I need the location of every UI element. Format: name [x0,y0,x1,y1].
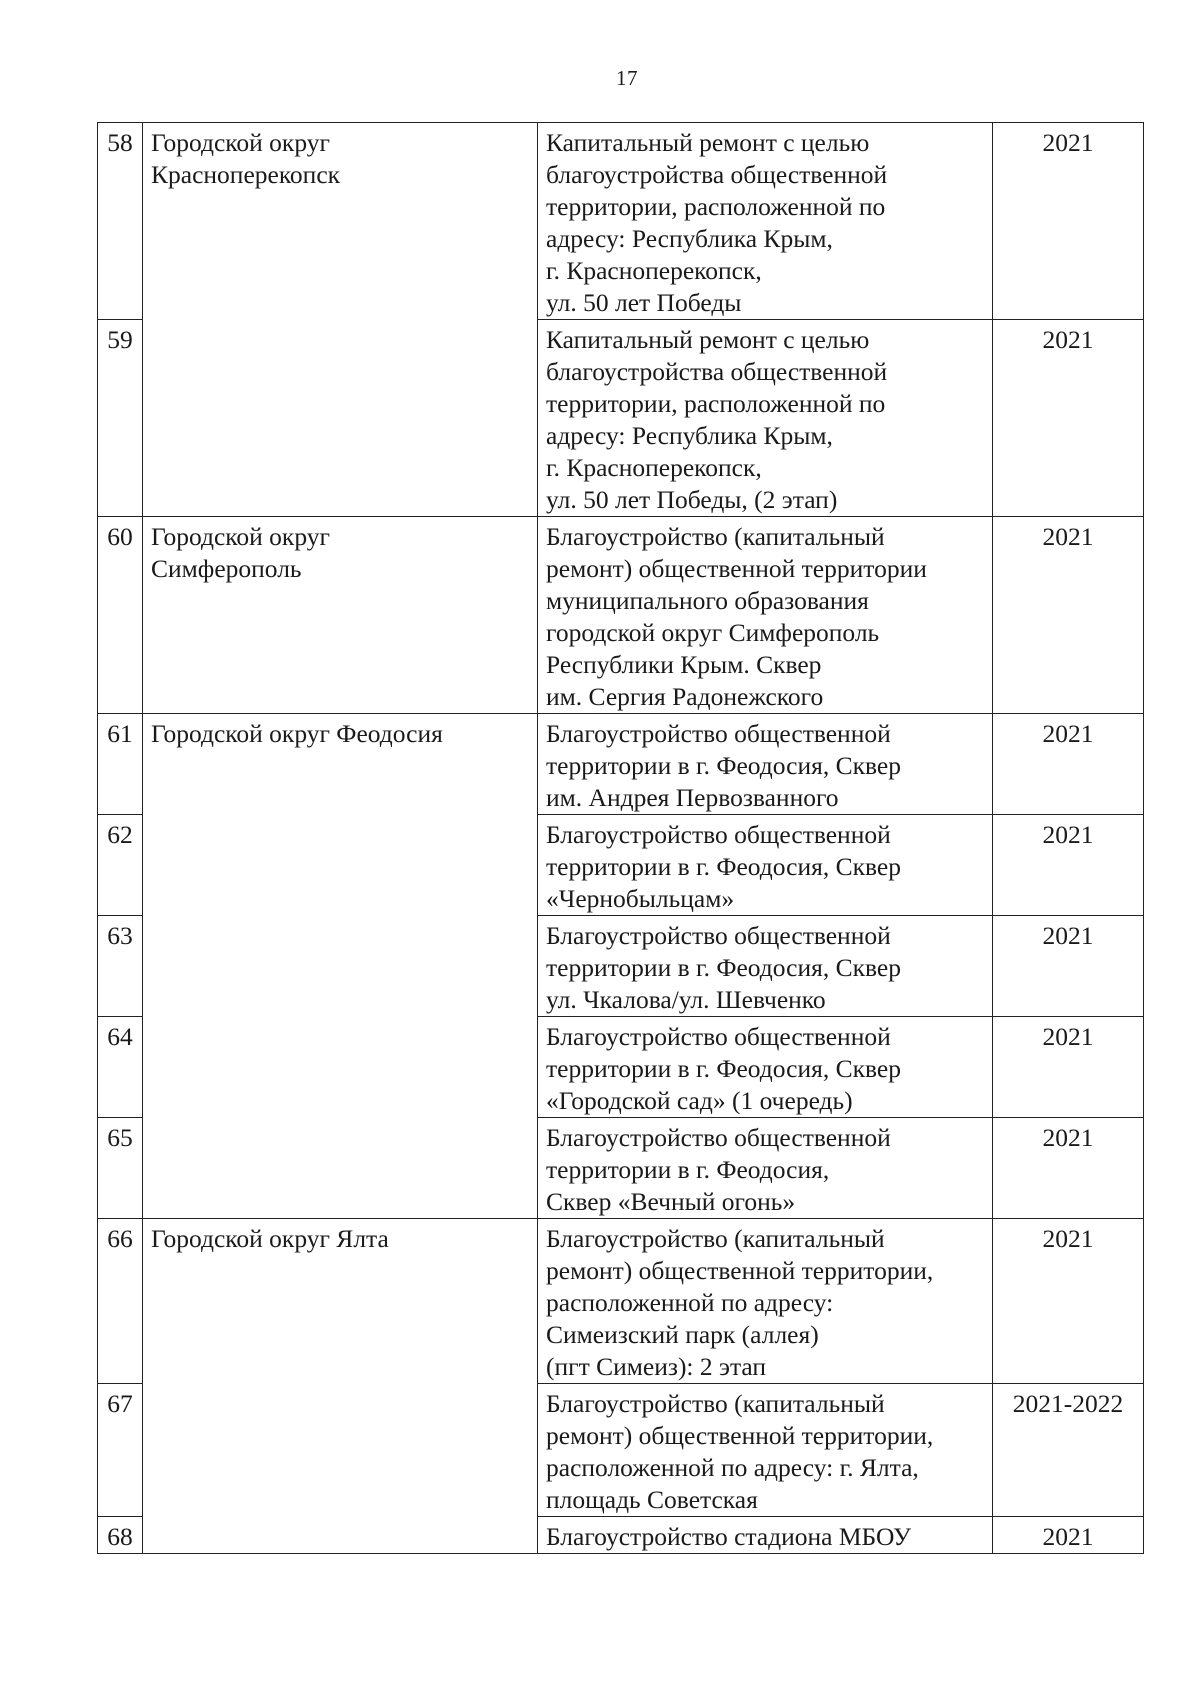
project-year: 2021-2022 [993,1384,1144,1517]
project-description: Благоустройство общественной территории в г. Феодосия, Сквер «Городской сад» (1 очередь) [538,1017,993,1118]
project-year: 2021 [993,320,1144,517]
project-description: Капитальный ремонт с целью благоустройства общественной территории, расположенной по адресу: Республика Крым, г. Красноперекопск, ул. 50 лет Победы, (2 этап) [538,320,993,517]
row-number: 63 [98,916,143,1017]
project-year: 2021 [993,517,1144,714]
row-number: 65 [98,1118,143,1219]
table-row [98,123,1144,320]
project-description: Благоустройство общественной территории в г. Феодосия, Сквер ул. Чкалова/ул. Шевченко [538,916,993,1017]
project-year: 2021 [993,714,1144,815]
project-description: Благоустройство (капитальный ремонт) общественной территории, расположенной по адресу: Симеизский парк (аллея) (пгт Симеиз): 2 этап [538,1219,993,1384]
project-year: 2021 [993,1517,1144,1554]
table-row [98,1219,1144,1384]
project-year: 2021 [993,1118,1144,1219]
row-number: 62 [98,815,143,916]
table-row [98,714,1144,815]
project-description: Благоустройство (капитальный ремонт) общественной территории муниципального образования городской округ Симферополь Республики Крым. Сквер им. Сергия Радонежского [538,517,993,714]
municipality-cell: Городской округ Феодосия [143,714,538,1219]
project-description: Капитальный ремонт с целью благоустройства общественной территории, расположенной по адресу: Республика Крым, г. Красноперекопск, ул. 50 лет Победы [538,123,993,320]
territories-table [97,122,1144,1554]
row-number: 64 [98,1017,143,1118]
row-number: 61 [98,714,143,815]
row-number: 60 [98,517,143,714]
project-description: Благоустройство общественной территории в г. Феодосия, Сквер «Вечный огонь» [538,1118,993,1219]
table-row [98,517,1144,714]
row-number: 67 [98,1384,143,1517]
project-year: 2021 [993,1017,1144,1118]
page-number: 17 [616,66,638,90]
row-number: 59 [98,320,143,517]
row-number: 66 [98,1219,143,1384]
project-year: 2021 [993,815,1144,916]
project-description: Благоустройство (капитальный ремонт) общественной территории, расположенной по адресу: г. Ялта, площадь Советская [538,1384,993,1517]
project-year: 2021 [993,916,1144,1017]
project-year: 2021 [993,1219,1144,1384]
municipality-cell: Городской округ Ялта [143,1219,538,1554]
project-description: Благоустройство общественной территории в г. Феодосия, Сквер «Чернобыльцам» [538,815,993,916]
municipality-cell: Городской округ Симферополь [143,517,538,714]
project-description: Благоустройство стадиона МБОУ [538,1517,993,1554]
project-year: 2021 [993,123,1144,320]
project-description: Благоустройство общественной территории в г. Феодосия, Сквер им. Андрея Первозванного [538,714,993,815]
row-number: 68 [98,1517,143,1554]
row-number: 58 [98,123,143,320]
municipality-cell: Городской округ Красноперекопск [143,123,538,517]
